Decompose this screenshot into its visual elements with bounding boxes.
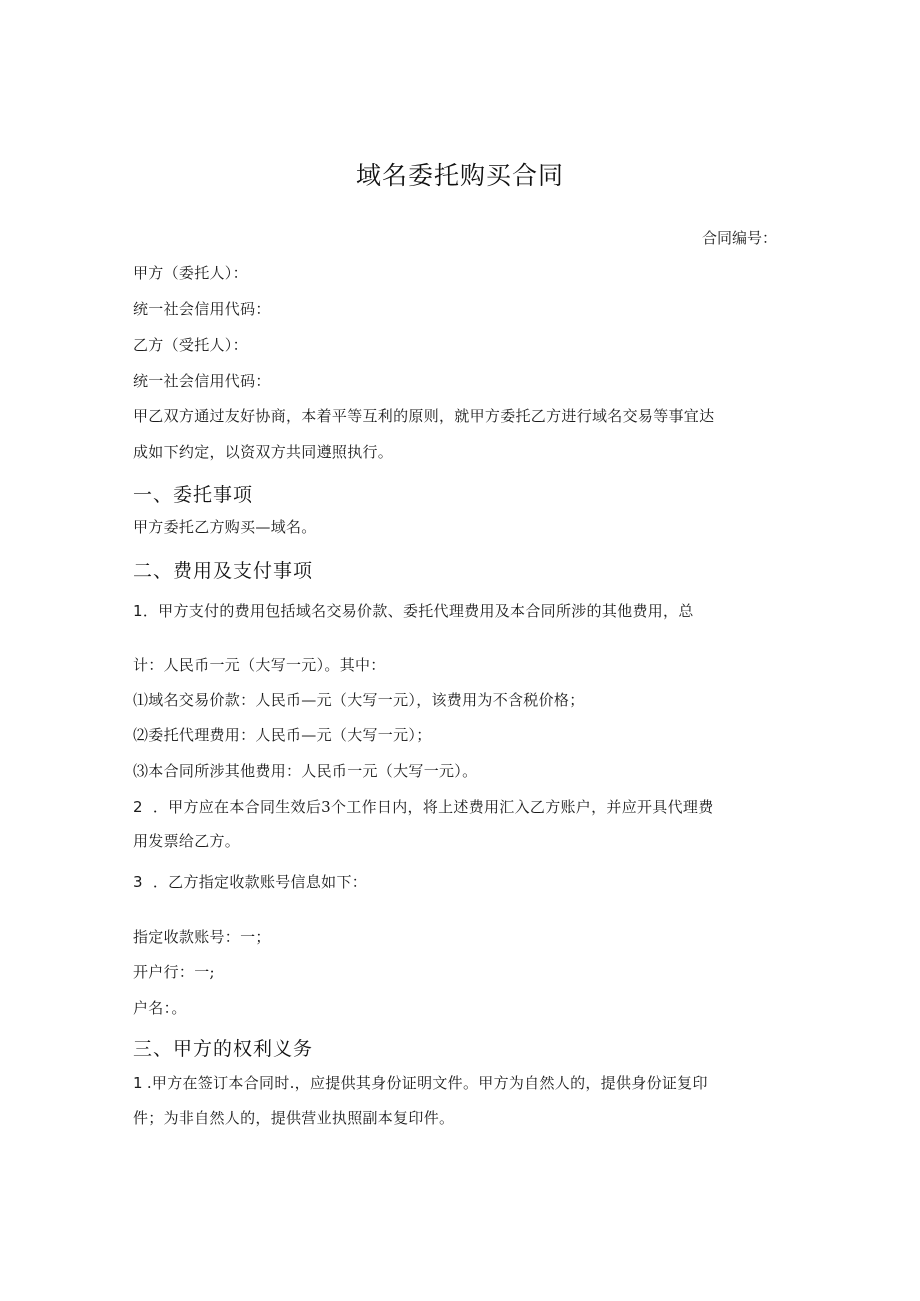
account-holder-line: 户名：。	[133, 999, 187, 1017]
item-text: ．乙方指定收款账号信息如下：	[152, 873, 368, 891]
item-text: ．甲方应在本合同生效后3个工作日内，将上述费用汇入乙方账户，并应开具代理费	[152, 798, 714, 816]
party-b-credit-code-line: 统一社会信用代码：	[133, 372, 271, 390]
contract-number-label: 合同编号：	[701, 229, 777, 247]
intro-paragraph-line-1: 甲乙双方通过友好协商，本着平等互利的原则，就甲方委托乙方进行域名交易等事宜达	[133, 407, 715, 425]
section-2-sub-item-1: ⑴域名交易价款：人民币—元（大写一元），该费用为不含税价格；	[133, 691, 585, 709]
section-3-item-1-line-2: 件；为非自然人的，提供营业执照副本复印件。	[133, 1109, 455, 1127]
section-3-item-1-line-1	[133, 1072, 708, 1093]
account-number-line: 指定收款账号：一；	[133, 928, 271, 946]
section-2-sub-item-2: ⑵委托代理费用：人民币—元（大写一元）；	[133, 726, 432, 744]
item-text: .甲方在签订本合同时.，应提供其身份证明文件。甲方为自然人的，提供身份证复印	[146, 1074, 708, 1092]
section-2-item-1-line-2: 计：人民币一元（大写一元）。其中：	[133, 656, 386, 674]
section-3-heading: 三、甲方的权利义务	[133, 1038, 314, 1060]
item-text: ．甲方支付的费用包括域名交易价款、委托代理费用及本合同所涉的其他费用，总	[142, 602, 694, 620]
item-number: 1	[133, 1074, 143, 1092]
party-b-line: 乙方（受托人）：	[133, 336, 248, 354]
page-title: 域名委托购买合同	[355, 161, 564, 190]
section-2-item-3-line-1	[133, 871, 367, 892]
section-2-heading: 二、费用及支付事项	[133, 560, 314, 582]
section-2-sub-item-3: ⑶本合同所涉其他费用：人民币一元（大写一元）。	[133, 762, 478, 780]
party-a-line: 甲方（委托人）：	[133, 264, 248, 282]
item-number: 2	[133, 798, 143, 816]
bank-line: 开户行：一;	[133, 963, 215, 981]
section-2-item-2-line-2: 用发票给乙方。	[133, 832, 241, 850]
intro-paragraph-line-2: 成如下约定，以资双方共同遵照执行。	[133, 443, 394, 461]
party-a-credit-code-line: 统一社会信用代码：	[133, 300, 271, 318]
section-2-item-2-line-1	[133, 796, 714, 817]
section-2-item-1-line-1	[133, 600, 694, 621]
item-number: 1	[133, 602, 143, 620]
section-1-line: 甲方委托乙方购买—域名。	[133, 518, 317, 536]
section-1-heading: 一、委托事项	[133, 484, 254, 506]
item-number: 3	[133, 873, 143, 891]
